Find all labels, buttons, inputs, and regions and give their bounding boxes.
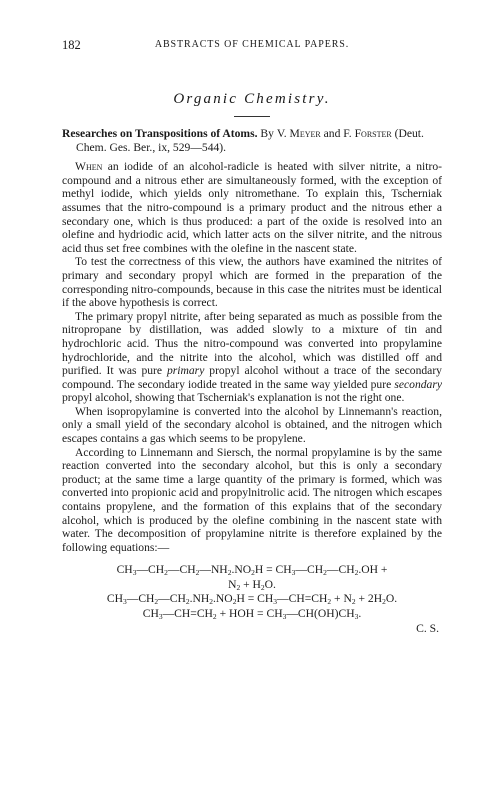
paragraph-4: When isopropylamine is converted into the alcohol by Linnemann's reaction, only a small yield of the secondary alcohol is obtained, and the nitrogen which escapes contains a gas which seems to be propylene. [62,404,442,446]
paragraph-1 [62,160,442,255]
paragraph-1-lead: When [75,160,103,174]
running-head: ABSTRACTS OF CHEMICAL PAPERS. [154,39,350,50]
author-2: F. Forster [343,127,392,140]
equation-3: $CH_3—CH=CH_2$ + HOH = $CH_3—CH(OH)CH_3$. [142,606,362,621]
paragraph-3-text-a: The primary propyl nitrite, after being separated as much as possible from the nitropropane by distillation, was added slowly to a mixture of tin and hydrochloric acid. Thus the nitro-compound was converted into propylamine hydrochloride, and the nitrite into the alcohol, which was distilled off and purified. It was pure [62,309,442,378]
equation-2: $CH_3—CH_2—CH_2.NH_2.NO_2H$ = $CH_3—CH=CH_2 + N_2 + 2H_2O$. [106,592,398,607]
section-title: Organic Chemistry. [173,91,331,107]
paragraph-2: To test the correctness of this view, the authors have examined the nitrites of primary and secondary propyl which are formed in the preparation of the corresponding nitro-compounds, because in this case the nitrites must be identical if the above hypothesis is correct. [62,255,442,310]
paragraph-3-text-c: propyl alcohol, showing that Tscherniak's explanation is not the right one. [62,391,405,405]
primary-italic: primary [166,364,205,378]
equation-1-continued: $N_2 + H_2O$. [228,577,276,592]
paragraph-1-text: an iodide of an alcohol-radicle is heated with silver nitrite, a nitro-compound and a nitrous ether are simultaneously formed, with the exception of methyl iodide, which yields only nitromethane. To explain this, Tscherniak assumes that the nitro-compound is a primary product and the nitrous ether a secondary one, which is thus produced: a part of the oxide is resolved into an olefine and hydriodic acid, which latter acts on the silver nitrite, and the nitrous acid thus set free combines with the olefine in the nascent state. [62,160,442,255]
paragraph-3 [62,310,442,405]
author-1: V. Meyer [276,127,321,140]
title-rule [234,116,270,117]
secondary-italic: secondary [394,377,442,391]
article-heading [62,127,442,154]
citation: (Deut. Chem. Ges. Ber., ix, 529—544). [76,127,424,154]
byline-and: and [323,127,341,140]
signature: C. S. [416,622,439,636]
page-number: 182 [62,38,81,52]
paragraph-3-text-b: propyl alcohol without a trace of the secondary compound. The secondary iodide treated in the same way yielded pure [62,364,442,391]
byline-by: By [260,127,274,140]
article-title: Researches on Transpositions of Atoms. [62,127,258,140]
page [62,38,442,636]
equation-1: $CH_3—CH_2—CH_2—NH_2.NO_2H$ = $CH_3—CH_2—CH_2.OH$ + [116,563,388,578]
paragraph-5: According to Linnemann and Siersch, the normal propylamine is by the same reaction converted into the secondary alcohol, but this is only a secondary product; at the same time a large quantity of the primary is formed, which was converted into propionic acid and propylnitrolic acid. The nitrogen which escapes contains propylene, and the formation of this explains that of the secondary alcohol, which is produced by the olefine combining in the nascent state with water. The decomposition of propylamine nitrite is therefore explained by the following equations:— [62,445,442,554]
page-header [62,38,442,58]
equations [62,563,442,621]
